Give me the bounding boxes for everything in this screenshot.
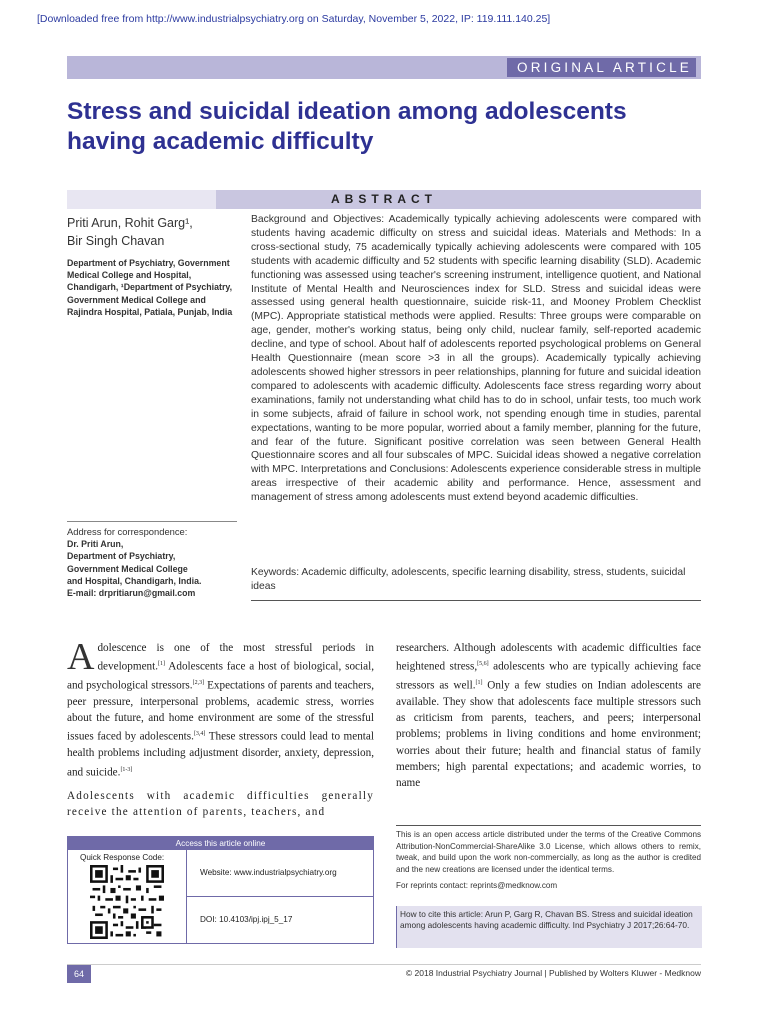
access-online-header: Access this article online: [68, 837, 373, 850]
keywords: Keywords: Academic difficulty, adolescents, specific learning disability, stress, students, suicidal ideas: [251, 567, 686, 592]
correspondence-divider: [67, 521, 237, 522]
abstract-body: Background and Objectives: Academically typically achieving adolescents were compared with students having academic difficulty on stress and suicidal ideas. Materials and Methods: In a cross-sectional study, 75 academically typically achieving adolescents were compared with 105 students with academic difficulty and 52 students with specific learning disability (SLD). Academic functioning was assessed using teacher's screening instrument, intelligence quotient, and National Institute of Mental Health and Neurosciences index for SLD. Stress and suicidal ideas were assessed using general health questionnaire, suicide risk-11, and Mooney Problem Checklist (MPC). Appropriate statistical methods were applied. Results: Three groups were comparable on age, gender, mother's working status, being only child, nuclear family, self-reported academic decline, and type of school. About half of adolescents reported psychological problems on General Health Questionnaire (mean score >3 in all the groups). Academically typically achieving adolescents showed higher stressors in peer relationships, planning for future and suicidal ideation compared to adolescents with academic difficulty. Adolescents face stress regarding worry about examinations, family not understanding what child has to do in school, unfair tests, too much work in some subjects, afraid of failure in school work, not spending enough time in studies, parental expectations, wanting to be more popular, worried about a family member, planning for the future, and fear of the future. Significant positive correlation was seen between General Health Questionnaire scores and all four subscales of MPC. Suicidal ideas showed a negative correlation with MPC. Interpretations and Conclusions: Adolescents experience considerable stress in multiple areas irrespective of their academic ability and performance. Hence, assessment and management of stress among adolescents must extend beyond academic difficulties.: [251, 214, 701, 504]
access-box-divider: [186, 896, 373, 897]
correspondence-email[interactable]: E-mail: drpritiarun@gmail.com: [67, 588, 196, 599]
correspondence-college: Government Medical College: [67, 563, 188, 574]
license-rule: [396, 825, 701, 826]
author-affiliation: Department of Psychiatry, Government Medical College and Hospital, Chandigarh, ¹Department of Psychiatry, Government Medical College and Rajindra Hospital, Patiala, Punjab, India: [67, 258, 233, 317]
footer-copyright: © 2018 Industrial Psychiatry Journal | Published by Wolters Kluwer - Medknow: [405, 968, 701, 978]
journal-website-link[interactable]: Website: www.industrialpsychiatry.org: [200, 868, 337, 877]
authors-line-2: Bir Singh Chavan: [67, 234, 165, 248]
abstract-heading: ABSTRACT: [331, 192, 437, 206]
abstract-header-bar: [67, 190, 701, 209]
article-type-bar: [67, 56, 701, 79]
doi-link[interactable]: DOI: 10.4103/ipj.ipj_5_17: [200, 915, 293, 924]
correspondence-name: Dr. Priti Arun,: [67, 539, 124, 550]
correspondence-label: Address for correspondence:: [67, 526, 188, 537]
qr-code-icon[interactable]: [90, 865, 164, 939]
citation-ref[interactable]: [3,4]: [193, 731, 206, 738]
open-access-license: This is an open access article distributed under the terms of the Creative Commons Attribution-NonCommercial-ShareAlike 3.0 License, which allows others to remix, tweak, and build upon the work non-commercially, as long as the author is credited and the new creations are licensed under the identical terms.: [396, 830, 701, 874]
keywords-rule: [251, 600, 701, 601]
citation-ref[interactable]: [2,3]: [192, 680, 205, 687]
citation-box: How to cite this article: Arun P, Garg R, Chavan BS. Stress and suicidal ideation among adolescents having academic difficulty. Ind Psychiatry J 2017;26:64-70.: [396, 906, 702, 948]
body-text-run: adolescents who are typically achieving face stressors as well.: [396, 660, 701, 692]
body-text-run: These stressors could lead to mental health problems including adjustment disorder, anxiety, depression, and suicide.: [67, 731, 374, 779]
page-footer: [67, 964, 701, 983]
download-source-line: [Downloaded free from http://www.industrialpsychiatry.org on Saturday, November 5, 2022, IP: 119.111.140.25]: [37, 13, 551, 25]
body-text-run: dolescence is one of the most stressful periods in development.: [97, 642, 374, 673]
page-number: 64: [67, 965, 91, 983]
qr-label: Quick Response Code:: [80, 853, 165, 862]
reprints-contact: For reprints contact: reprints@medknow.com: [396, 881, 558, 890]
body-text-run: researchers. Although adolescents with academic difficulties face heightened stress,: [396, 642, 701, 673]
intro-paragraph-2: Adolescents with academic difficulties generally receive the attention of parents, teachers, and: [67, 790, 374, 819]
correspondence-dept: Department of Psychiatry,: [67, 551, 176, 562]
author-list: [67, 214, 237, 250]
citation-ref[interactable]: [1-3]: [120, 766, 133, 773]
drop-cap: A: [67, 636, 95, 678]
body-text-run: Only a few studies on Indian adolescents are available. They show that adolescents face multiple stressors such as criticism from parents, teachers, and peers; interpersonal problems; problems in living conditions and home environment; worries about their future; health and financial status of family members; high parental expectations; and academic worries, to name: [396, 679, 701, 790]
intro-paragraph-2-continued: [396, 640, 701, 791]
citation-ref[interactable]: [1]: [475, 680, 483, 687]
citation-ref[interactable]: [5,6]: [477, 661, 489, 668]
body-text-run: Expectations of parents and teachers, peer pressure, interpersonal problems, academic stress, worries about the future, and home environment are some of the stressful issues faced by adolescents.: [67, 679, 374, 744]
intro-paragraph-1: [67, 636, 374, 781]
authors-line-1: Priti Arun, Rohit Garg¹,: [67, 216, 193, 230]
correspondence-block: [67, 526, 242, 599]
citation-ref[interactable]: [1]: [158, 661, 166, 668]
body-text-run: Adolescents face a host of biological, social, and psychological stressors.: [67, 660, 374, 692]
access-online-box: [67, 836, 374, 944]
article-title: Stress and suicidal ideation among adolescents having academic difficulty: [67, 98, 627, 155]
article-type-label: ORIGINAL ARTICLE: [507, 58, 696, 77]
correspondence-hospital: and Hospital, Chandigarh, India.: [67, 575, 202, 586]
